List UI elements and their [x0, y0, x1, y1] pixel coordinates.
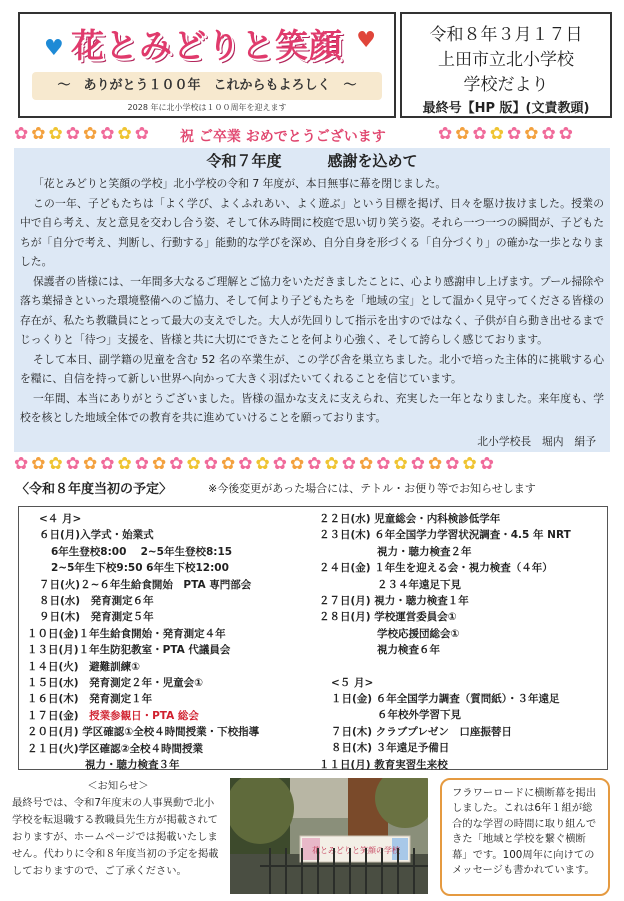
flower-icon: ✿	[152, 454, 168, 474]
flower-icon: ✿	[48, 124, 64, 144]
schedule-row-text: １４日(火) 避難訓練①	[27, 660, 140, 673]
issue-date: 令和８年３月１７日	[429, 25, 583, 45]
flower-icon: ✿	[541, 124, 557, 144]
flower-icon: ✿	[455, 124, 471, 144]
flower-icon: ✿	[65, 454, 81, 474]
schedule-row-text: ２３４年遠足下見	[377, 578, 461, 591]
schedule-row-text: １０日(金)１年生給食開始・発育測定４年	[27, 627, 226, 640]
blue-bird-icon: ♥	[44, 36, 64, 61]
photo-illustration	[230, 778, 428, 894]
schedule-highlight: 授業参観日・PTA 総会	[89, 709, 199, 722]
schedule-note: ※今後変更があった場合には、テトル・お便り等でお知らせします	[208, 482, 536, 495]
notice-box	[12, 778, 224, 900]
schedule-row	[27, 577, 317, 593]
flower-border-top-right	[438, 124, 610, 146]
flower-icon: ✿	[272, 454, 288, 474]
principal-signature: 北小学校長 堀内 絹予	[477, 435, 596, 448]
schedule-row	[319, 691, 605, 707]
schedule-row	[27, 560, 317, 576]
schedule-row-text: ８日(木) ３年遠足予備日	[331, 742, 450, 755]
schedule-row-text: ６日(月)入学式・始業式	[39, 529, 154, 542]
schedule-row	[27, 626, 317, 642]
schedule-row-text: 学校応援団総会①	[377, 627, 460, 640]
flower-icon: ✿	[290, 454, 306, 474]
flower-icon: ✿	[134, 124, 150, 144]
schedule-row	[319, 642, 605, 658]
anniversary-note: 2028 年に北小学校は１００周年を迎えます	[127, 103, 287, 112]
schedule-row-text: １５日(水) 発育測定２年・児童会①	[27, 677, 203, 690]
notice-body: 最終号では、令和7年度末の人事異動で北小学校を転退職する教職員先生方が掲載されておりますが、ホームページでは掲載いたしません。代わりに令和８年度当初の予定を掲載しておりますので、ご了承ください。	[12, 797, 219, 877]
schedule-row-text: ２３日(木) ６年全国学力学習状況調査・4.5 年 NRT	[319, 529, 571, 542]
banner-text: 花とみどりと笑顔の学校	[312, 846, 400, 855]
schedule-row-text: ２７日(月) 視力・聴力検査１年	[319, 595, 469, 608]
schedule-row	[27, 724, 317, 740]
letter-paragraph: 一年間、本当にありがとうございました。皆様の温かな支えに支えられ、充実した一年となりました。来年度も、学校を核とした地域全体での教育を共に進めていけることを願っております。	[20, 391, 604, 424]
schedule-row-text: ７日(火)２~６年生給食開始 PTA 専門部会	[39, 578, 252, 591]
schedule-month-heading	[39, 511, 317, 527]
schedule-row-text: 視力検査６年	[377, 644, 440, 657]
flower-icon: ✿	[428, 454, 444, 474]
notice-title: ＜お知らせ＞	[87, 780, 149, 792]
schedule-column-may	[319, 511, 605, 773]
schedule-row	[319, 511, 605, 527]
flower-icon: ✿	[376, 454, 392, 474]
schedule-row-text: １３日(月)１年生防犯教室・PTA 代議員会	[27, 644, 231, 657]
schedule-column-april	[27, 511, 317, 774]
schedule-row-text: 視力・聴力検査３年	[85, 759, 180, 772]
schedule-row	[27, 642, 317, 658]
schedule-row	[27, 691, 317, 707]
schedule-row	[27, 675, 317, 691]
school-name: 上田市立北小学校	[438, 50, 574, 70]
schedule-row	[27, 741, 317, 757]
schedule-row	[319, 757, 605, 773]
flower-icon: ✿	[307, 454, 323, 474]
edition-label: 最終号【HP 版】(文責教頭)	[422, 101, 590, 116]
congratulations-heading: 祝 ご卒業 おめでとうございます	[180, 129, 386, 145]
issue-info	[400, 12, 612, 118]
schedule-row	[27, 609, 317, 625]
schedule-row-text: ２４日(金) １年生を迎える会・視力検査（４年）	[319, 562, 553, 575]
schedule-row	[319, 609, 605, 625]
flower-icon: ✿	[117, 124, 133, 144]
flower-icon: ✿	[203, 454, 219, 474]
schedule-row-text: ７日(木) クラブプレゼン 口座振替日	[331, 725, 512, 738]
flower-icon: ✿	[221, 454, 237, 474]
schedule-row	[319, 593, 605, 609]
flower-icon: ✿	[507, 124, 523, 144]
flower-icon: ✿	[14, 124, 30, 144]
letter-paragraph: そして本日、副学籍の児童を含む 52 名の卒業生が、この学び舎を巣立ちました。北小で培った主体的に挑戦する心を糧に、自信を持って新しい世界へ向かって大きく羽ばたいてくれることを信じています。	[20, 352, 604, 385]
flower-icon: ✿	[462, 454, 478, 474]
publication-name: 学校だより	[463, 75, 549, 95]
letter-body	[20, 174, 604, 428]
flower-icon: ✿	[472, 124, 488, 144]
letter-paragraph: この一年、子どもたちは「よく学び、よくふれあい、よく遊ぶ」という目標を掲げ、日々を駆け抜けました。授業の中で自ら考え、友と意見を交わし合う姿、そして休み時間に校庭で思い切り笑う姿。それら一つ一つの瞬間が、子どもたちが「自分で考え、判断し、行動する」能動的な学びを深め、自分自身を形づくる「自分づくり」の確かな一歩となりました。	[20, 196, 604, 268]
letter-paragraph: 「花とみどりと笑顔の学校」北小学校の令和 7 年度が、本日無事に幕を閉じました。	[32, 177, 447, 190]
schedule-row	[27, 593, 317, 609]
slogan-banner: ～ ありがとう１００年 これからもよろしく ～	[32, 72, 382, 100]
schedule-row-text: ２８日(月) 学校運営委員会①	[319, 611, 457, 624]
flower-icon: ✿	[100, 124, 116, 144]
schedule-row-text: １日(金) ６年全国学力調査（質問紙）・３年遠足	[331, 693, 560, 706]
flower-icon: ✿	[65, 124, 81, 144]
schedule-row	[319, 577, 605, 593]
schedule-row	[319, 659, 605, 675]
flower-icon: ✿	[359, 454, 375, 474]
flower-icon: ✿	[169, 454, 185, 474]
flower-icon: ✿	[410, 454, 426, 474]
flower-icon: ✿	[117, 454, 133, 474]
schedule-row-text: ８日(水) 発育測定６年	[39, 595, 154, 608]
flower-icon: ✿	[14, 454, 30, 474]
flower-icon: ✿	[324, 454, 340, 474]
schedule-row-text: ６年校外学習下見	[377, 709, 461, 722]
red-bird-icon: ♥	[356, 28, 376, 53]
flower-icon: ✿	[524, 124, 540, 144]
photo-caption: フラワーロードに横断幕を掲出しました。これは6年１組が総合的な学習の時間に取り組んできた「地域と学校を繋ぐ横断幕」です。100周年に向けてのメッセージも書かれています。	[440, 778, 610, 896]
schedule-row-text: ２２日(水) 児童総会・内科検診低学年	[319, 513, 501, 525]
principal-letter	[14, 148, 610, 452]
flower-icon: ✿	[134, 454, 150, 474]
schedule-row	[27, 544, 317, 560]
flower-icon: ✿	[83, 124, 99, 144]
schedule-row	[319, 544, 605, 560]
flower-icon: ✿	[393, 454, 409, 474]
flower-icon: ✿	[445, 454, 461, 474]
schedule-row-text: 6年生登校8:00 2~5年生登校8:15	[51, 545, 233, 558]
flower-icon: ✿	[83, 454, 99, 474]
flower-icon: ✿	[31, 454, 47, 474]
schedule-row	[27, 708, 317, 724]
schedule-row	[319, 707, 605, 723]
flower-icon: ✿	[238, 454, 254, 474]
flower-icon: ✿	[479, 454, 495, 474]
schedule-row-text: ２０日(月) 学区確認①全校４時間授業・下校指導	[27, 726, 260, 739]
schedule-row-text: １１日(月) 教育実習生来校	[319, 758, 448, 771]
letter-paragraph: 保護者の皆様には、一年間多大なるご理解とご協力をいただきましたことに、心より感謝申し上げます。プール掃除や落ち葉掃きといった環境整備へのご協力、そして何より子どもたちを「地域の宝」として温かく見守ってくださる皆様の存在が、私たち教職員にとって最大の支えでした。大人が先回りして指示を出すのではなく、子供が自ら動き出せるまでじっくりと「待つ」支援を、皆様と共に大切にできたことを何より心強く、そして誇らしく感じております。	[20, 274, 604, 346]
schedule-row-text: １７日(金)	[27, 709, 90, 722]
schedule-row	[27, 527, 317, 543]
schedule-row	[27, 659, 317, 675]
schedule-row	[319, 527, 605, 543]
letter-heading-year: 令和７年度	[206, 152, 282, 170]
flower-icon: ✿	[48, 454, 64, 474]
schedule-month-heading	[331, 675, 605, 691]
schedule-row-text: 2~5年生下校9:50 6年生下校12:00	[51, 562, 229, 575]
flower-icon: ✿	[341, 454, 357, 474]
newsletter-title: 花とみどりと笑顔	[71, 26, 343, 65]
flower-icon: ✿	[100, 454, 116, 474]
masthead	[18, 12, 396, 118]
schedule-row-text: ９日(木) 発育測定５年	[39, 611, 154, 624]
letter-heading	[14, 150, 610, 171]
schedule-row	[319, 626, 605, 642]
flower-icon: ✿	[438, 124, 454, 144]
flower-icon: ✿	[186, 454, 202, 474]
flower-icon: ✿	[489, 124, 505, 144]
flower-border-middle	[14, 454, 610, 476]
letter-heading-title: 感謝を込めて	[327, 152, 418, 170]
schedule-row-text: <５ 月>	[331, 676, 374, 689]
schedule-row	[319, 560, 605, 576]
flower-icon: ✿	[558, 124, 574, 144]
schedule-row-text: 視力・聴力検査２年	[377, 545, 472, 558]
flower-icon: ✿	[255, 454, 271, 474]
schedule-row-text: ２１日(火)学区確認②全校４時間授業	[27, 742, 203, 755]
schedule-row-text: １６日(木) 発育測定１年	[27, 693, 153, 706]
schedule-box	[18, 506, 608, 770]
schedule-row	[319, 740, 605, 756]
schedule-title: 〈令和８年度当初の予定〉	[16, 482, 173, 497]
schedule-row	[319, 724, 605, 740]
flower-icon: ✿	[31, 124, 47, 144]
schedule-row-text: <４ 月>	[39, 513, 82, 525]
schedule-row	[27, 757, 317, 773]
banner-photo	[230, 778, 428, 894]
